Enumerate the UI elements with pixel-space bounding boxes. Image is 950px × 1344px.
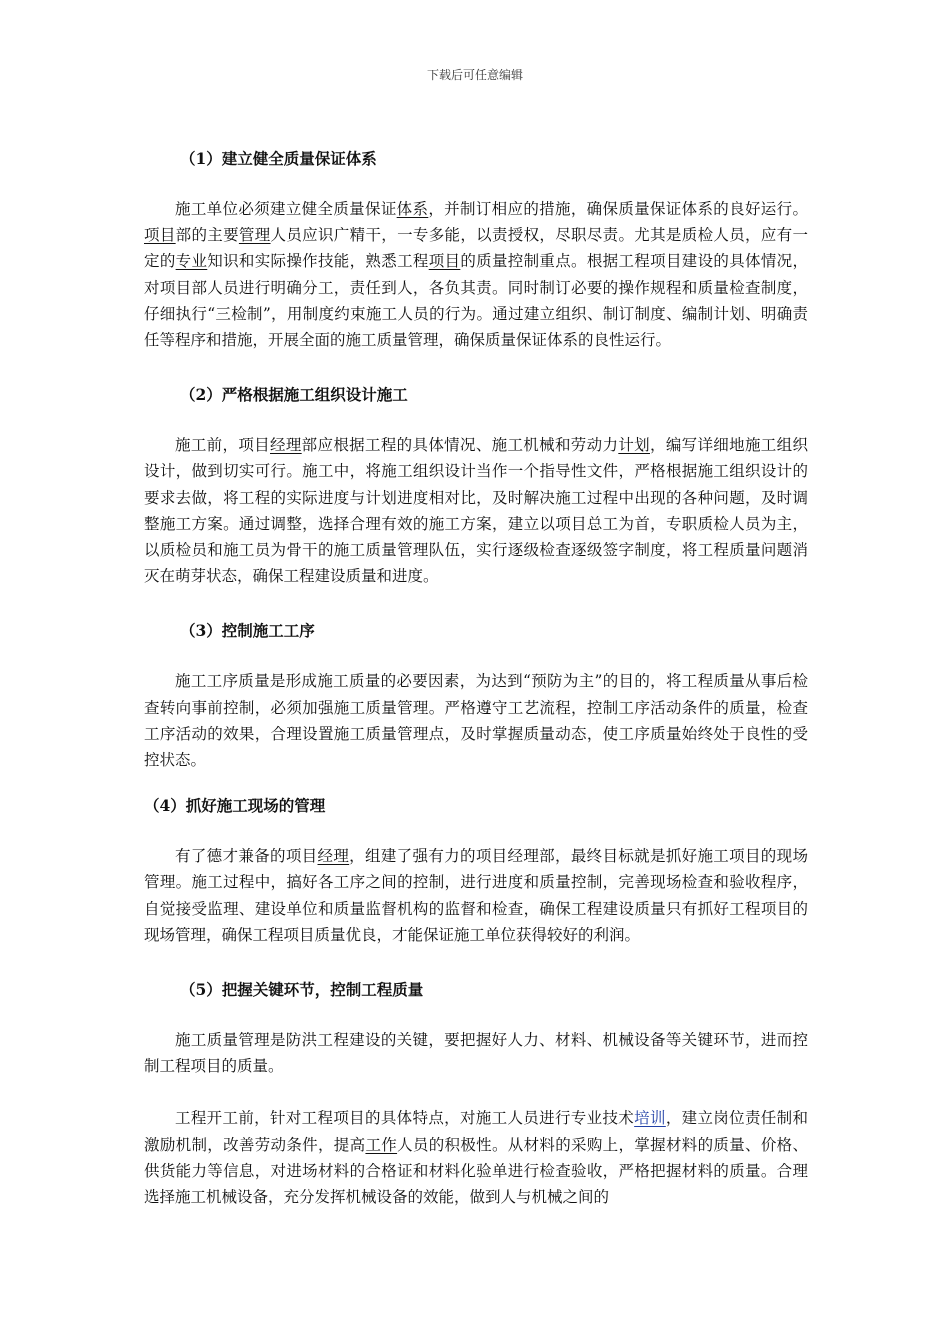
paragraph bbox=[144, 668, 808, 773]
hyperlink-text[interactable]: 项目 bbox=[428, 252, 461, 271]
paragraph-text: 有了德才兼备的项目 bbox=[175, 847, 318, 866]
paragraph-text: 施工单位必须建立健全质量保证 bbox=[175, 200, 397, 218]
hyperlink-text[interactable]: 经理 bbox=[270, 436, 302, 455]
section-heading: （1）建立健全质量保证体系 bbox=[180, 149, 377, 168]
paragraph-text: 的质量控制重点。根据工程项目建设的具体情况，对项目部人员进行明确分工，责任到人，各负其责。同时制订必要的操作规程和质量检查制度，仔细执行“三检制”，用制度约束施工人员的行为。通过建立组织、制订制度、编制计划、明确责任等程序和措施，开展全面的施工质量管理，确保质量保证体系的良性运行。 bbox=[144, 252, 808, 350]
hyperlink-text[interactable]: 体系 bbox=[396, 200, 429, 218]
section-heading: （5）把握关键环节，控制工程质量 bbox=[180, 980, 424, 1000]
hyperlink-text[interactable]: 专业 bbox=[175, 252, 208, 271]
paragraph bbox=[144, 196, 808, 353]
hyperlink-text[interactable]: 经理 bbox=[317, 847, 350, 866]
paragraph-text: 施工工序质量是形成施工质量的必要因素，为达到“预防为主”的目的，将工程质量从事后检查转向事前控制，必须加强施工质量管理。严格遵守工艺流程，控制工序活动条件的质量，检查工序活动的效果，合理设置施工质量管理点，及时掌握质量动态，使工序质量始终处于良性的受控状态。 bbox=[144, 672, 808, 770]
hyperlink-text[interactable]: 培训 bbox=[634, 1109, 666, 1128]
paragraph-text: ，组建了强有力的项目经理部，最终目标就是抓好施工项目的现场管理。施工过程中，搞好各工序之间的控制，进行进度和质量控制，完善现场检查和验收程序，自觉接受监理、建设单位和质量监督机构的监督和检查，确保工程建设质量只有抓好工程项目的现场管理，确保工程项目质量优良，才能保证施工单位获得较好的利润。 bbox=[144, 847, 808, 944]
hyperlink-text[interactable]: 管理 bbox=[238, 226, 271, 245]
paragraph-text: 知识和实际操作技能，熟悉工程 bbox=[207, 252, 429, 271]
section-heading: （4）抓好施工现场的管理 bbox=[144, 796, 326, 816]
paragraph-text: 人员的积极性。从材料的采购上，掌握材料的质量、价格、供货能力等信息，对进场材料的合格证和材料化验单进行检查验收，严格把握材料的质量。合理选择施工机械设备，充分发挥机械设备的效能，做到人与机械之间的 bbox=[144, 1135, 808, 1207]
paragraph-text: 施工前，项目 bbox=[175, 436, 270, 455]
page-header: 下载后可任意编辑 bbox=[426, 68, 523, 82]
paragraph-text: 工程开工前，针对工程项目的具体特点，对施工人员进行专业技术 bbox=[175, 1109, 635, 1128]
paragraph bbox=[144, 1105, 808, 1210]
paragraph-text: 部应根据工程的具体情况、施工机械和劳动力 bbox=[301, 436, 619, 455]
paragraph-text: 施工质量管理是防洪工程建设的关键，要把握好人力、材料、机械设备等关键环节，进而控制工程项目的质量。 bbox=[144, 1031, 808, 1076]
paragraph-text: 部的主要 bbox=[175, 226, 239, 245]
document-body bbox=[144, 148, 808, 1210]
paragraph-text: ，并制订相应的措施，确保质量保证体系的良好运行。 bbox=[428, 200, 808, 218]
paragraph bbox=[144, 843, 808, 948]
section-heading: （2）严格根据施工组织设计施工 bbox=[180, 385, 408, 405]
hyperlink-text[interactable]: 项目 bbox=[144, 226, 176, 245]
hyperlink-text[interactable]: 计划 bbox=[618, 436, 650, 455]
section-heading: （3）控制施工工序 bbox=[180, 621, 315, 641]
hyperlink-text[interactable]: 工作 bbox=[365, 1135, 398, 1154]
paragraph bbox=[144, 1027, 808, 1079]
paragraph bbox=[144, 432, 808, 589]
paragraph-text: ，建立岗位责任制和激励机制，改善劳动条件，提高 bbox=[144, 1109, 808, 1154]
paragraph-text: ，编写详细地施工组织设计，做到切实可行。施工中，将施工组织设计当作一个指导性文件，严格根据施工组织设计的要求去做，将工程的实际进度与计划进度相对比，及时解决施工过程中出现的各种问题，及时调整施工方案。通过调整，选择合理有效的施工方案，建立以项目总工为首，专职质检人员为主，以质检员和施工员为骨干的施工质量管理队伍，实行逐级检查逐级签字制度，将工程质量问题消灭在萌芽状态，确保工程建设质量和进度。 bbox=[144, 436, 808, 586]
paragraph-text: 人员应识广精干，一专多能，以责授权，尽职尽责。尤其是质检人员，应有一定的 bbox=[144, 226, 808, 271]
